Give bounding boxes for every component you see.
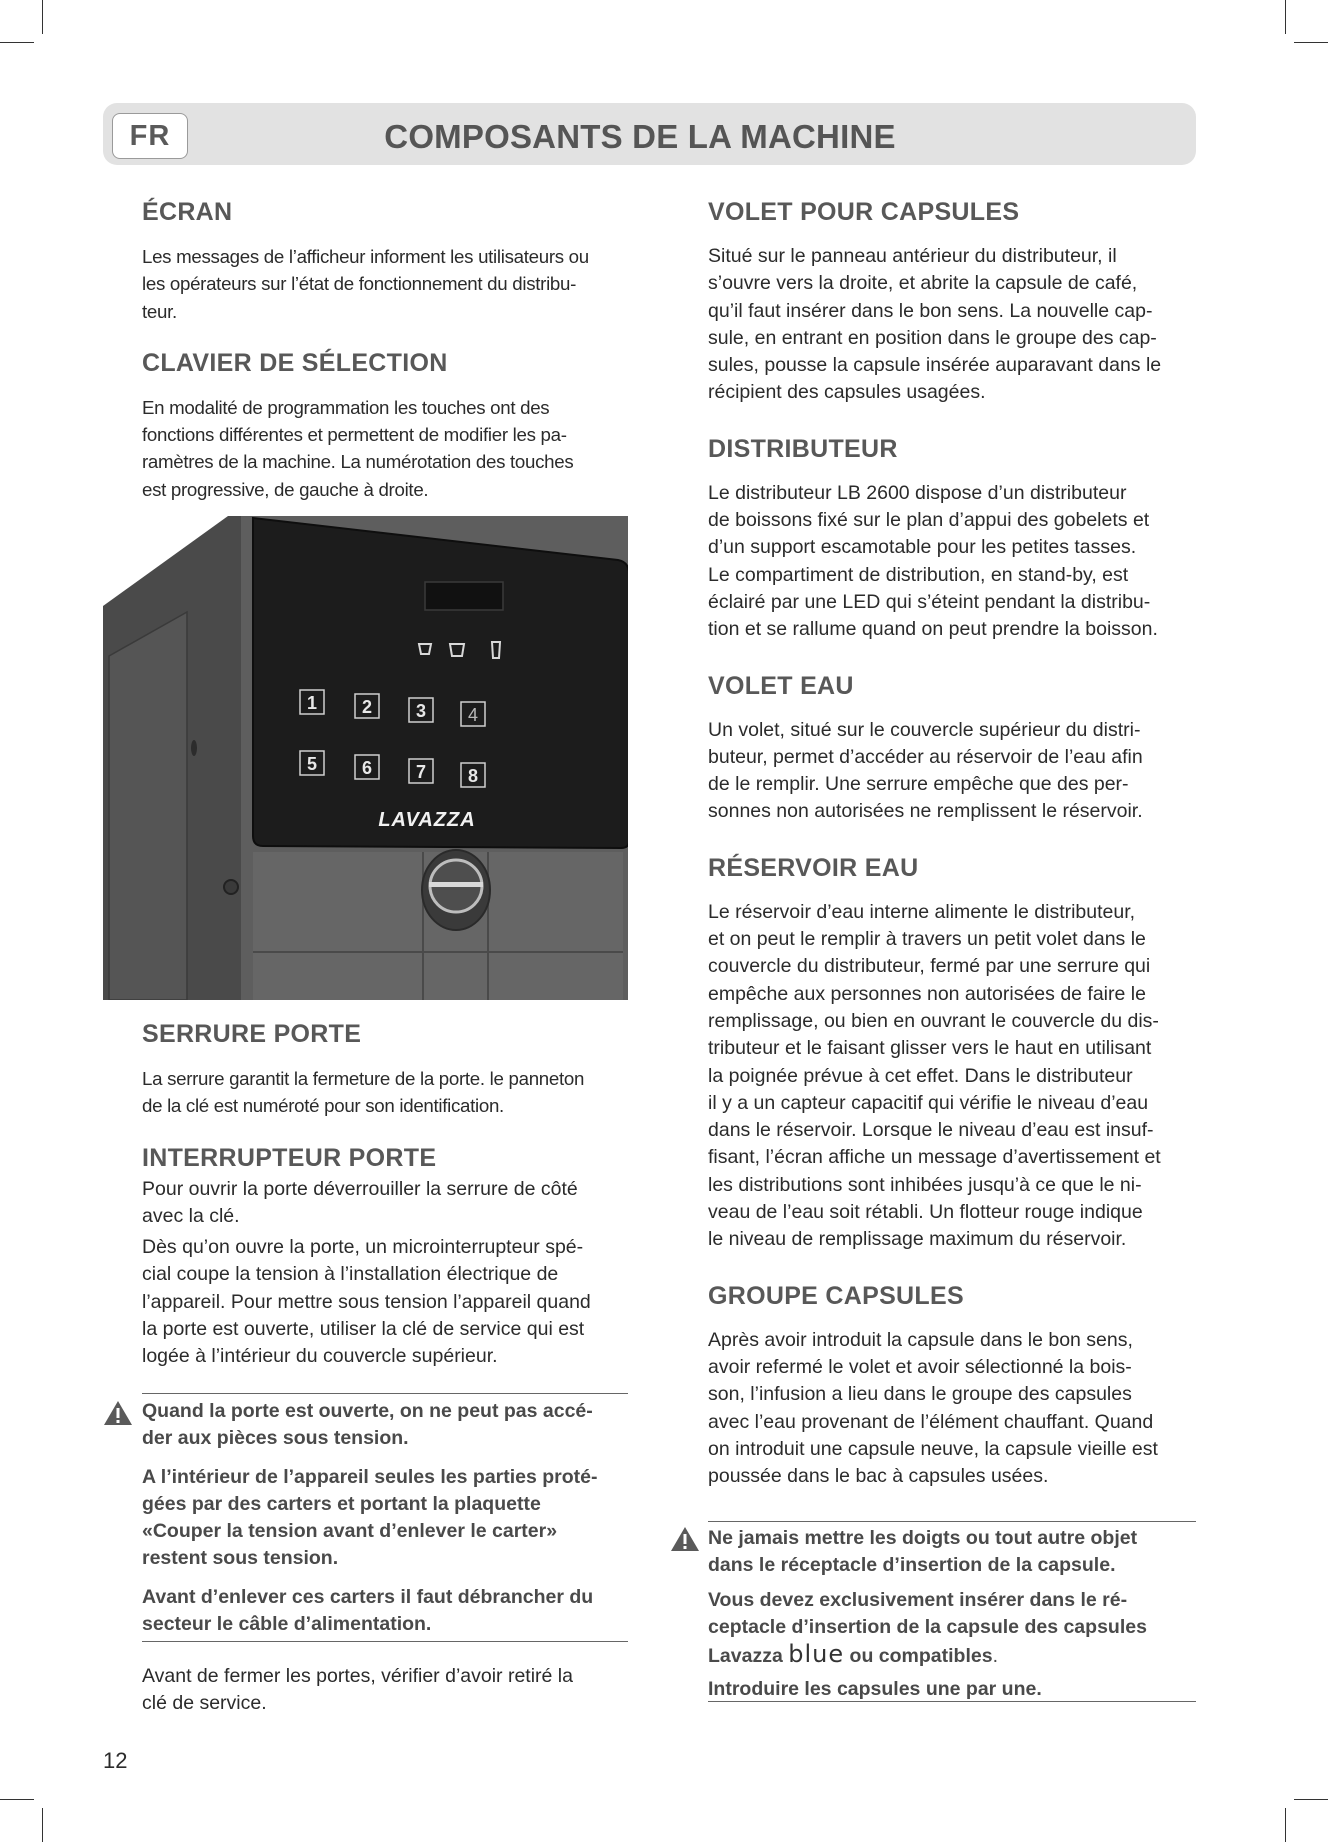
text-line: Un volet, situé sur le couvercle supérieur du distri- [708,718,1141,741]
text-line: il y a un capteur capacitif qui vérifie le niveau d’eau [708,1091,1149,1114]
text-line: En modalité de programmation les touches ont des [142,396,550,418]
section-title-serrure: SERRURE PORTE [142,1020,362,1048]
text-line: gées par des carters et portant la plaquette [142,1492,541,1515]
warning-text-1 [142,1398,628,1453]
text-line: tributeur et le faisant glisser vers le haut en utilisant [708,1037,1152,1060]
crop-mark [42,0,43,34]
text-line: cial coupe la tension à l’installation électrique de [142,1263,559,1286]
text-line: secteur le câble d’alimentation. [142,1613,432,1636]
volet-capsules-text [708,243,1196,407]
text-line: éclairé par une LED qui s’éteint pendant la distribu- [708,590,1151,613]
text-line: teur. [142,300,177,322]
brand-blue-logo: blue [788,1640,845,1669]
section-title-clavier: CLAVIER DE SÉLECTION [142,348,448,377]
text-line: Le distributeur LB 2600 dispose d’un distributeur [708,481,1127,504]
warning-rule-bottom [142,1641,628,1642]
text-line: on introduit une capsule neuve, la capsule vieille est [708,1437,1158,1460]
crop-mark [42,1808,43,1842]
text-line: veau de l’eau soit rétabli. Un flotteur rouge indique [708,1201,1143,1224]
text-line: le niveau de remplissage maximum du réservoir. [708,1228,1127,1251]
text-line: ou compatibles [849,1645,993,1668]
text-line: Avant de fermer les portes, vérifier d’avoir retiré la [142,1665,573,1687]
key-label: 7 [415,762,427,782]
crop-mark [1285,0,1286,34]
text-line: sonnes non autorisées ne remplissent le réservoir. [708,800,1143,823]
text-line: dans le réservoir. Lorsque le niveau d’eau est insuf- [708,1119,1154,1142]
text-line: Lavazza [708,1645,783,1668]
volet-eau-text [708,717,1196,826]
left-warning-text [142,1398,628,1638]
machine-illustration [103,516,628,1000]
section-title-interrupteur: INTERRUPTEUR PORTE [142,1143,437,1172]
text-line: les distributions sont inhibées jusqu’à ce que le ni- [708,1173,1142,1196]
warning-rule-top [708,1521,1196,1522]
text-line: buteur, permet d’accéder au réservoir de l’eau afin [708,745,1143,768]
text-line: s’ouvre vers la droite, et abrite la capsule de café, [708,272,1138,295]
warning-text-2 [708,1587,1196,1671]
text-line: Après avoir introduit la capsule dans le bon sens, [708,1328,1133,1351]
text-line: der aux pièces sous tension. [142,1427,409,1450]
text-line: . [992,1645,998,1668]
text-line: La serrure garantit la fermeture de la porte. le panneton [142,1068,585,1089]
text-line: remplissage, ou bien en ouvrant le couvercle du dis- [708,1009,1159,1032]
text-line: «Couper la tension avant d’enlever le carter» [142,1520,558,1543]
warning-text-2 [142,1464,628,1573]
text-line: clé de service. [142,1692,267,1715]
serrure-text [142,1065,628,1120]
side-lock-icon [191,740,197,756]
text-line: la poignée prévue à cet effet. Dans le distributeur [708,1064,1133,1087]
machine-side-door [109,612,187,1000]
interrupteur-text-2 [142,1234,628,1370]
text-line: Vous devez exclusivement insérer dans le ré- [708,1588,1128,1611]
crop-mark [1294,1799,1328,1800]
left-column-top [142,197,628,503]
section-title-groupe: GROUPE CAPSULES [708,1281,964,1310]
text-line: d’un support escamotable pour les petites tasses. [708,536,1137,559]
display-screen [425,582,503,610]
text-line: de la clé est numéroté pour son identification. [142,1095,504,1117]
crop-mark [0,1799,34,1800]
right-warning-text [708,1525,1196,1704]
section-title-volet-eau: VOLET EAU [708,671,854,700]
warning-icon [670,1526,700,1552]
door-lock-icon [224,880,238,894]
text-line: et on peut le remplir à travers un petit volet dans le [708,928,1146,951]
crop-mark [0,42,34,43]
distributeur-text [708,480,1196,644]
text-line: de le remplir. Une serrure empêche que des per- [708,773,1129,796]
text-line: Pour ouvrir la porte déverrouiller la serrure de côté [142,1177,578,1200]
text-line: Quand la porte est ouverte, on ne peut pas accé- [142,1400,593,1422]
crop-mark [1294,42,1328,43]
text-line: Le réservoir d’eau interne alimente le distributeur, [708,900,1136,923]
key-label: 6 [361,758,373,778]
left-column-bottom [142,1019,628,1371]
reservoir-text [708,899,1196,1254]
text-line: avec l’eau provenant de l’élément chauffant. Quand [708,1410,1154,1433]
text-line: couvercle du distributeur, fermé par une serrure qui [708,955,1151,978]
text-line: est progressive, de gauche à droite. [142,478,429,500]
text-line: empêche aux personnes non autorisées de faire le [708,982,1146,1005]
text-line: A l’intérieur de l’appareil seules les parties proté- [142,1465,598,1488]
text-line: fisant, l’écran affiche un message d’avertissement et [708,1146,1161,1169]
control-panel [253,518,628,848]
section-title-ecran: ÉCRAN [142,198,233,226]
text-line: Avant d’enlever ces carters il faut débrancher du [142,1585,594,1608]
capsule-door-bar [429,882,483,887]
warning-rule-bottom [708,1701,1196,1702]
text-line: fonctions différentes et permettent de modifier les pa- [142,424,567,446]
key-label: 5 [306,754,318,774]
text-line: Le compartiment de distribution, en stand-by, est [708,563,1129,586]
text-line: avoir refermé le volet et avoir sélectionné la bois- [708,1355,1132,1378]
text-line: récipient des capsules usagées. [708,381,986,404]
text-line: poussée dans le bac à capsules usées. [708,1465,1049,1488]
warning-text-3 [142,1584,628,1639]
key-label: 8 [467,766,479,786]
text-line: tion et se rallume quand on peut prendre la boisson. [708,618,1158,641]
crop-mark [1285,1808,1286,1842]
key-label: 4 [467,705,479,725]
section-title-distributeur: DISTRIBUTEUR [708,434,898,463]
page-title: COMPOSANTS DE LA MACHINE [384,118,896,155]
ecran-text [142,243,628,325]
text-line: logée à l’intérieur du couvercle supérieur. [142,1345,498,1368]
text-line: avec la clé. [142,1204,240,1227]
warning-rule-top [142,1393,628,1394]
text-line: la porte est ouverte, utiliser la clé de service qui est [142,1318,585,1341]
text-line: ramètres de la machine. La numérotation des touches [142,451,574,473]
interrupteur-text-1 [142,1176,628,1231]
text-line: son, l’infusion a lieu dans le groupe des capsules [708,1383,1132,1406]
language-badge: FR [112,113,188,159]
text-line: Dès qu’on ouvre la porte, un microinterrupteur spé- [142,1236,584,1259]
closing-note [142,1663,628,1718]
warning-icon [103,1400,133,1426]
text-line: de boissons fixé sur le plan d’appui des gobelets et [708,509,1150,532]
closing-text [142,1663,628,1718]
text-line: sule, en entrant en position dans le groupe des cap- [708,326,1157,349]
text-line: les opérateurs sur l’état de fonctionnement du distribu- [142,273,577,295]
key-label: 3 [415,701,427,721]
groupe-text [708,1327,1196,1491]
right-column [708,197,1196,1490]
section-title-reservoir: RÉSERVOIR EAU [708,853,919,882]
key-label: 2 [361,697,373,717]
page-number: 12 [103,1748,128,1773]
clavier-text [142,394,628,503]
text-line: dans le réceptacle d’insertion de la capsule. [708,1554,1116,1577]
warning-text-3: Introduire les capsules une par une. [708,1678,1042,1701]
text-line: Ne jamais mettre les doigts ou tout autre objet [708,1527,1138,1549]
text-line: Les messages de l’afficheur informent les utilisateurs ou [142,246,589,267]
text-line: l’appareil. Pour mettre sous tension l’appareil quand [142,1290,591,1313]
text-line: Situé sur le panneau antérieur du distributeur, il [708,245,1117,267]
text-line: qu’il faut insérer dans le bon sens. La nouvelle cap- [708,299,1153,322]
brand-logo: LAVAZZA [378,809,476,831]
text-line: sules, pousse la capsule insérée auparavant dans le [708,354,1162,377]
text-line: restent sous tension. [142,1547,339,1570]
section-title-volet-capsules: VOLET POUR CAPSULES [708,198,1020,226]
warning-text-1 [708,1525,1196,1580]
text-line: ceptacle d’insertion de la capsule des capsules [708,1615,1147,1638]
key-label: 1 [306,693,318,713]
